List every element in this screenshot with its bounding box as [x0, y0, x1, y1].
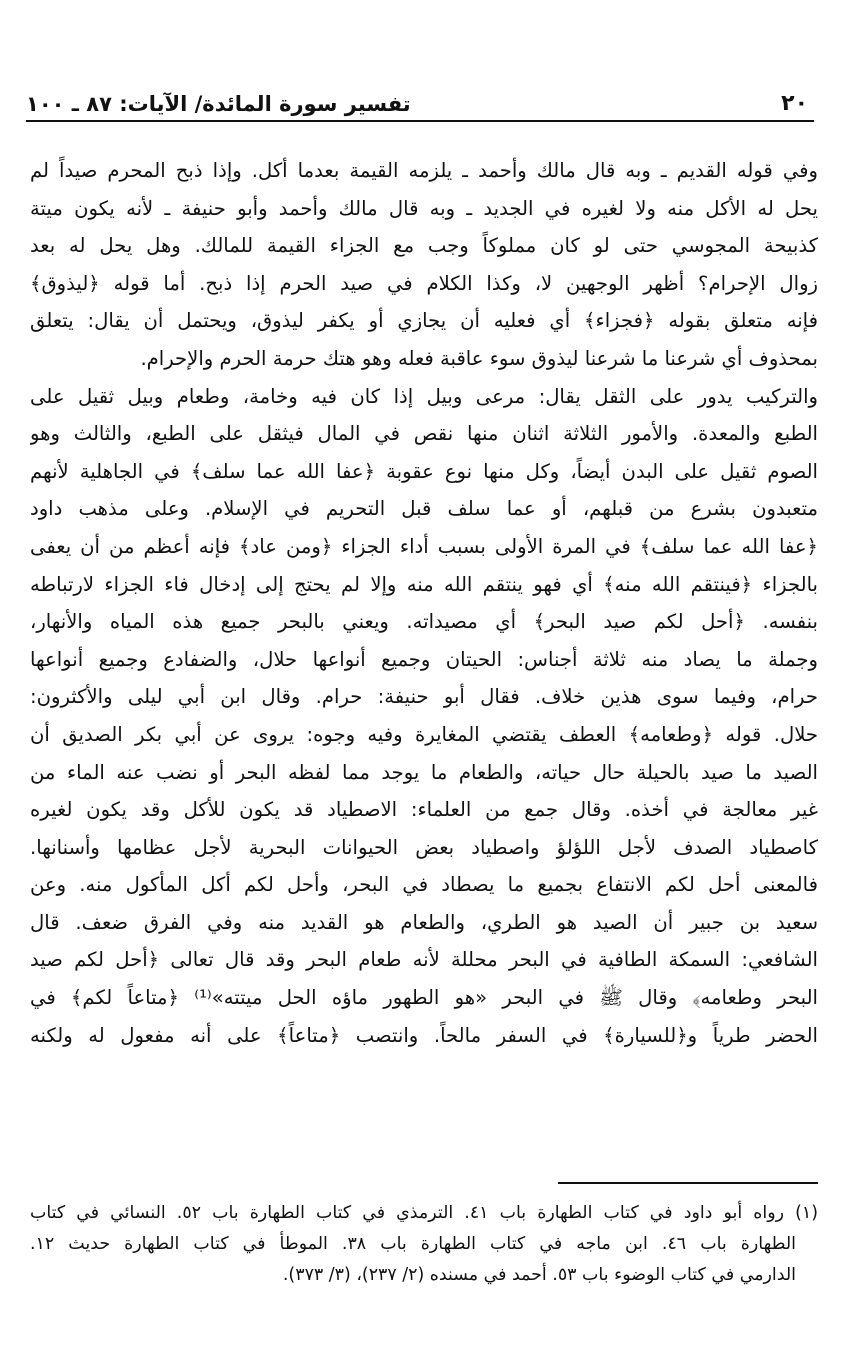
footnote-line: الدارمي في كتاب الوضوء باب ٥٣. أحمد في مسنده (٢/ ٢٣٧)، (٣/ ٣٧٣).	[282, 1265, 796, 1285]
text-line: فإنه متعلق بقوله ﴿فجزاء﴾ أي فعليه أن يجازي أو يكفر ليذوق، ويحتمل أن يقال: يتعلق	[30, 309, 818, 333]
footnote-line: الطهارة باب ٤٦. ابن ماجه في كتاب الطهارة باب ٣٨. الموطأ في كتاب الطهارة حديث ١٢.	[30, 1234, 796, 1254]
page-number: ٢٠	[781, 91, 808, 116]
text-line: الصوم ثقيل على البدن أيضاً، وكل منها نوع عقوبة ﴿عفا الله عما سلف﴾ في الجاهلية لأنهم	[30, 459, 818, 483]
text-line: يحل له الأكل منه ولا لغيره في الجديد ـ وبه قال مالك وأحمد وأبو حنيفة ـ لأنه يكون ميتة	[30, 196, 818, 220]
text-line: بالجزاء ﴿فينتقم الله منه﴾ أي فهو ينتقم الله منه وإلا لم يحتج إلى إدخال فاء الجزاء لارتباطه	[30, 572, 818, 596]
text-line: الشافعي: السمكة الطافية في البحر محللة لأنه طعام البحر وقد قال تعالى ﴿أحل لكم صيد	[30, 948, 818, 972]
text-line: والتركيب يدور على الثقل يقال: مرعى وبيل إذا كان فيه وخامة، وطعام وبيل ثقيل على	[30, 384, 818, 408]
text-line: سعيد بن جبير أن الصيد هو الطري، والطعام هو القديد منه وفي الفرق ضعف. قال	[30, 910, 818, 934]
text-line: بنفسه. ﴿أحل لكم صيد البحر﴾ أي مصيداته. ويعني بالبحر جميع هذه المياه والأنهار،	[30, 610, 818, 634]
text-line: فالمعنى أحل لكم الانتفاع بجميع ما يصطاد في البحر، وأحل لكم أكل المأكول منه. وعن	[30, 873, 818, 897]
running-title: تفسير سورة المائدة/ الآيات: ٨٧ ـ ١٠٠	[26, 92, 411, 116]
text-line: الصيد ما صيد بالحيلة حال حياته، والطعام ما يوجد مما لفظه البحر أو نضب عنه الماء من	[30, 760, 818, 784]
text-line: غير معالجة في أخذه. وقال جمع من العلماء: الاصطياد قد يكون للأكل وقد يكون لغيره	[30, 798, 818, 822]
main-text	[30, 152, 818, 1054]
text-line: الحضر طرياً و﴿للسيارة﴾ في السفر مالحاً. وانتصب ﴿متاعاً﴾ على أنه مفعول له ولكنه	[30, 1023, 818, 1047]
text-line: حرام، وفيما سوى هذين خلاف. فقال أبو حنيفة: حرام. وقال ابن أبي ليلى والأكثرون:	[30, 685, 818, 709]
footnote-divider	[558, 1182, 818, 1184]
text-line: زوال الإحرام؟ أظهر الوجهين لا، وكذا الكلام في صيد الحرم إذا ذبح. أما قوله ﴿ليذوق﴾	[30, 271, 818, 295]
text-line: متعبدون بشرع من قبلهم، أو عما سلف قبل التحريم في الإسلام. وعلى مذهب داود	[30, 497, 818, 521]
text-line: وجملة ما يصاد منه ثلاثة أجناس: الحيتان وجميع أنواعها حلال، والضفادع وجميع أنواعها	[30, 647, 818, 671]
footnote-line: (١) رواه أبو داود في كتاب الطهارة باب ٤١. الترمذي في كتاب الطهارة باب ٥٢. النسائي في كتاب	[30, 1203, 818, 1223]
text-line: كاصطياد الصدف لأجل اللؤلؤ واصطياد بعض الحيوانات البحرية لأجل عظامها وأسنانها.	[30, 835, 818, 859]
text-line: بمحذوف أي شرعنا ما شرعنا ليذوق سوء عاقبة فعله وهو هتك حرمة الحرم والإحرام.	[140, 346, 818, 370]
footnotes	[30, 1198, 818, 1291]
text-line: البحر وطعامه﴾ وقال ﷺ في البحر «هو الطهور ماؤه الحل ميتته»⁽¹⁾ ﴿متاعاً لكم﴾ في	[30, 986, 818, 1010]
text-line: حلال. قوله ﴿وطعامه﴾ العطف يقتضي المغايرة وفيه وجوه: يروى عن أبي بكر الصديق أن	[30, 722, 818, 746]
text-line: كذبيحة المجوسي حتى لو كان مملوكاً وجب مع الجزاء القيمة للمالك. وهل يحل له بعد	[30, 234, 818, 258]
text-line: وفي قوله القديم ـ وبه قال مالك وأحمد ـ يلزمه القيمة بعدما أكل. وإذا ذبح المحرم صيداً لم	[30, 159, 818, 182]
text-line: ﴿عفا الله عما سلف﴾ في المرة الأولى بسبب أداء الجزاء ﴿ومن عاد﴾ فإنه أعظم من أن يعفى	[30, 534, 818, 558]
text-line: الطبع والمعدة. والأمور الثلاثة اثنان منها نقص في المال فيثقل على الطبع، والثالث وهو	[30, 422, 818, 446]
page-header	[26, 86, 814, 122]
